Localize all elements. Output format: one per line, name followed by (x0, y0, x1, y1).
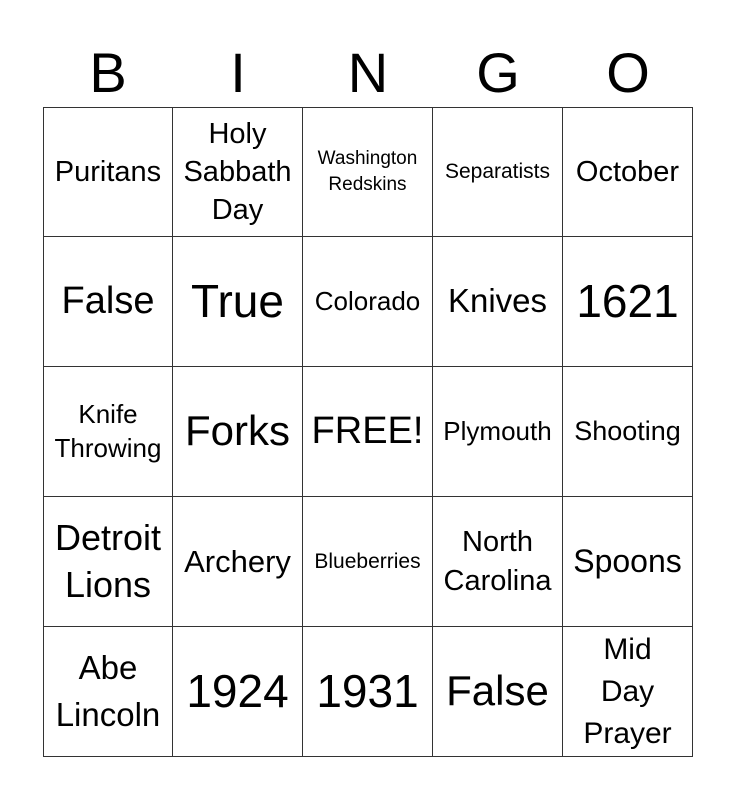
cell-text: False (61, 279, 155, 322)
cell-text: Knives (447, 282, 548, 320)
cell-text: Mid Day Prayer (583, 632, 672, 750)
cell-text: Puritans (54, 155, 162, 188)
bingo-header (43, 40, 693, 106)
bingo-cell[interactable] (303, 107, 433, 237)
bingo-cell[interactable] (433, 497, 563, 627)
bingo-cell[interactable] (43, 627, 173, 757)
free-space (303, 367, 433, 497)
bingo-cell[interactable] (173, 627, 303, 757)
header-letter-n: N (347, 41, 389, 104)
bingo-board (43, 107, 693, 757)
bingo-cell[interactable] (433, 627, 563, 757)
cell-text: Colorado (314, 285, 421, 316)
bingo-cell[interactable] (303, 497, 433, 627)
cell-text: Blueberries (314, 549, 421, 573)
bingo-cell[interactable] (433, 237, 563, 367)
cell-text: Forks (185, 407, 290, 455)
bingo-cell[interactable] (433, 367, 563, 497)
cell-text: Archery (184, 543, 291, 579)
bingo-cell[interactable] (43, 107, 173, 237)
bingo-cell[interactable] (173, 237, 303, 367)
header-letter-g: G (476, 41, 520, 104)
bingo-cell[interactable] (303, 237, 433, 367)
bingo-cell[interactable] (563, 237, 693, 367)
cell-text: Plymouth (443, 415, 552, 446)
bingo-cell[interactable] (173, 367, 303, 497)
cell-text: Detroit Lions (54, 516, 162, 605)
cell-text: 1924 (186, 665, 289, 718)
cell-text: True (191, 275, 284, 328)
bingo-cell[interactable] (173, 107, 303, 237)
cell-text: FREE! (311, 409, 424, 452)
cell-text: Spoons (573, 543, 682, 580)
cell-text: Shooting (574, 416, 681, 447)
bingo-cell[interactable] (563, 627, 693, 757)
bingo-cell[interactable] (43, 497, 173, 627)
bingo-cell[interactable] (563, 367, 693, 497)
header-letter-o: O (606, 41, 650, 104)
bingo-cell[interactable] (303, 627, 433, 757)
bingo-cell[interactable] (173, 497, 303, 627)
bingo-cell[interactable] (563, 497, 693, 627)
cell-text: North Carolina (443, 526, 552, 597)
cell-text: October (575, 155, 680, 188)
cell-text: Washington Redskins (317, 148, 418, 195)
cell-text: 1621 (576, 275, 679, 328)
cell-text: Separatists (444, 160, 551, 184)
header-letter-b: B (89, 41, 127, 104)
cell-text: Knife Throwing (54, 398, 162, 463)
header-letter-i: I (230, 41, 246, 104)
cell-text: False (446, 667, 549, 715)
bingo-cell[interactable] (433, 107, 563, 237)
bingo-cell[interactable] (43, 237, 173, 367)
bingo-cell[interactable] (43, 367, 173, 497)
cell-text: 1931 (316, 665, 419, 718)
cell-text: Holy Sabbath Day (183, 117, 292, 227)
bingo-cell[interactable] (563, 107, 693, 237)
cell-text: Abe Lincoln (55, 649, 161, 733)
